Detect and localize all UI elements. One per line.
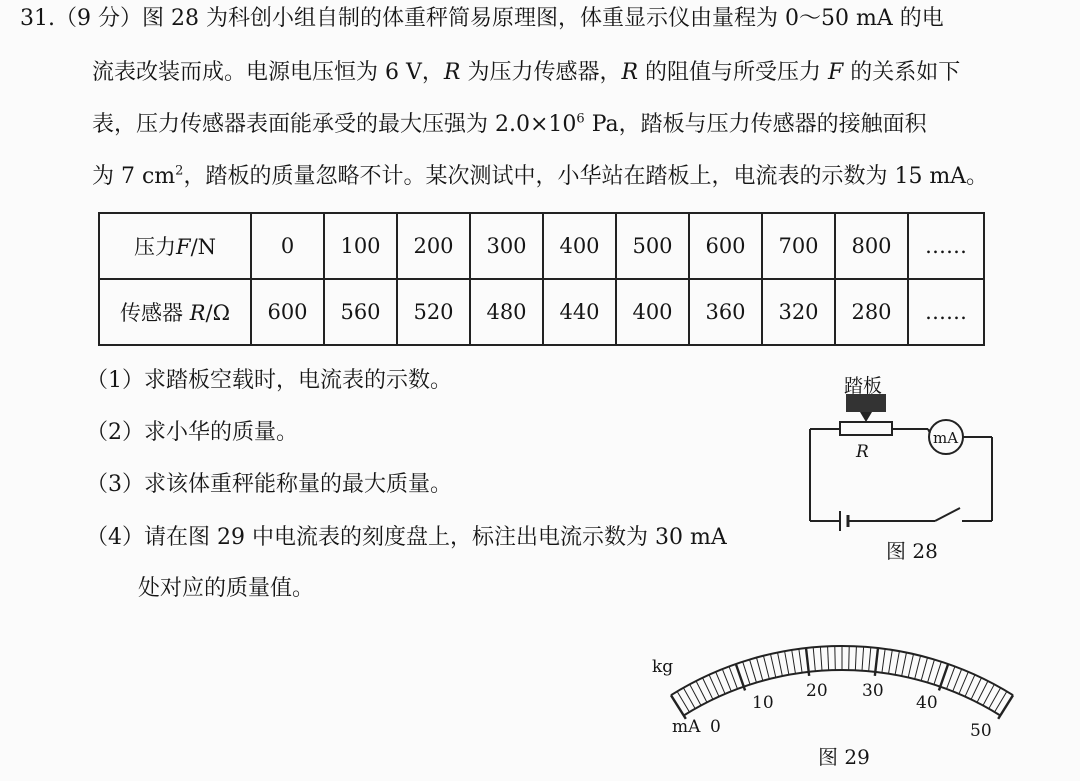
- dial-minor-tick: [820, 647, 822, 671]
- table-cell: 200: [397, 213, 470, 279]
- dial-major-tick: [671, 695, 686, 719]
- var-R: R: [189, 301, 206, 325]
- stem-text: 为压力传感器，: [460, 60, 622, 85]
- question-points: （9 分）: [55, 6, 142, 31]
- dial-minor-tick: [722, 669, 731, 691]
- dial-minor-tick: [928, 660, 935, 683]
- dial-minor-tick: [785, 651, 789, 675]
- switch: [935, 508, 960, 521]
- dial-minor-tick: [828, 646, 829, 670]
- table-cell: ……: [908, 213, 984, 279]
- pedal-press-icon: [860, 412, 872, 422]
- stem-text: 的关系如下: [843, 60, 961, 85]
- subquestion-4-continued: 处对应的质量值。: [138, 576, 315, 601]
- table-cell: 520: [397, 279, 470, 345]
- figure-29-dial: [630, 628, 1050, 778]
- pedal-label: 踏板: [844, 375, 883, 397]
- dial-minor-tick: [953, 669, 962, 691]
- dial-minor-tick: [770, 654, 775, 677]
- dial-minor-tick: [965, 675, 975, 697]
- table-cell: 600: [251, 279, 324, 345]
- stem-text: 的阻值与所受压力: [638, 60, 829, 85]
- figure-28-circuit: [800, 375, 1000, 578]
- table-cell: 400: [543, 213, 616, 279]
- dial-minor-tick: [799, 649, 802, 673]
- var-F: F: [828, 60, 844, 85]
- dial-major-tick: [939, 664, 948, 690]
- var-R: R: [621, 60, 639, 85]
- dial-minor-tick: [813, 647, 815, 671]
- table-row-header-force: [99, 213, 251, 279]
- dial-minor-tick: [921, 658, 927, 681]
- stem-text: ，踏板的质量忽略不计。某次测试中，小华站在踏板上，电流表的示数为 15 mA。: [183, 164, 989, 189]
- dial-minor-tick: [869, 647, 871, 671]
- table-cell: 400: [616, 279, 689, 345]
- exponent: 2: [175, 163, 184, 179]
- subquestion-4: （4）请在图 29 中电流表的刻度盘上，标注出电流示数为 30 mA: [86, 525, 727, 550]
- dial-minor-tick: [763, 656, 769, 679]
- dial-minor-tick: [750, 660, 757, 683]
- dial-minor-tick: [862, 647, 864, 671]
- dial-minor-tick: [934, 662, 941, 685]
- dial-minor-tick: [743, 662, 750, 685]
- dial-minor-tick: [889, 650, 893, 674]
- question-line-3: [92, 111, 927, 137]
- dial-minor-tick: [778, 653, 783, 677]
- dial-minor-tick: [835, 646, 836, 670]
- question-line-4: [92, 163, 989, 189]
- table-row-header-resistance: [99, 279, 251, 345]
- dial-minor-tick: [849, 646, 850, 670]
- header-unit: /Ω: [205, 301, 230, 325]
- header-text: 传感器: [120, 301, 190, 325]
- question-line-1: [20, 8, 944, 30]
- stem-text: 为 7 cm: [92, 164, 176, 189]
- dial-minor-tick: [792, 650, 796, 674]
- table-cell: 440: [543, 279, 616, 345]
- ma-label: mA: [672, 717, 701, 737]
- scale-label-10: 10: [752, 693, 774, 713]
- resistor-R: [840, 422, 892, 435]
- ammeter-label: mA: [933, 429, 959, 447]
- table-cell: ……: [908, 279, 984, 345]
- scale-label-0: 0: [710, 717, 721, 737]
- dial-minor-tick: [855, 646, 856, 670]
- kg-label: kg: [652, 657, 674, 677]
- dial-scale: [671, 646, 1013, 719]
- table-cell: 500: [616, 213, 689, 279]
- scale-label-50: 50: [970, 721, 992, 741]
- table-cell: 280: [835, 279, 908, 345]
- exponent: 6: [576, 111, 585, 127]
- subquestion-2: （2）求小华的质量。: [86, 420, 298, 445]
- dial-minor-tick: [947, 666, 955, 688]
- dial-arc: [684, 670, 1001, 716]
- table-cell: 480: [470, 279, 543, 345]
- dial-minor-tick: [895, 651, 899, 675]
- question-number: 31.: [20, 6, 55, 31]
- stem-text: Pa，踏板与压力传感器的接触面积: [584, 112, 927, 137]
- dial-minor-tick: [729, 666, 737, 688]
- table-row: [99, 213, 984, 279]
- table-row: [99, 279, 984, 345]
- dial-minor-tick: [915, 656, 921, 679]
- var-R: R: [443, 60, 461, 85]
- dial-minor-tick: [959, 672, 968, 694]
- figure-28-caption: 图 28: [886, 539, 938, 563]
- table-cell: 300: [470, 213, 543, 279]
- resistor-label: R: [856, 442, 869, 462]
- dial-minor-tick: [908, 654, 913, 677]
- scale-label-30: 30: [862, 681, 884, 701]
- dial-minor-tick: [716, 672, 725, 694]
- force-resistance-table: [98, 212, 985, 346]
- dial-major-tick: [998, 695, 1013, 719]
- table-cell: 600: [689, 213, 762, 279]
- subquestion-1: （1）求踏板空载时，电流表的示数。: [86, 368, 452, 393]
- subquestion-3: （3）求该体重秤能称量的最大质量。: [86, 472, 452, 497]
- table-cell: 360: [689, 279, 762, 345]
- table-cell: 100: [324, 213, 397, 279]
- dial-minor-tick: [756, 658, 762, 681]
- table-cell: 800: [835, 213, 908, 279]
- dial-major-tick: [736, 664, 745, 690]
- header-text: 压力: [133, 235, 176, 259]
- table-cell: 0: [251, 213, 324, 279]
- stem-text: 流表改装而成。电源电压恒为 6 V，: [92, 60, 444, 85]
- table-cell: 320: [762, 279, 835, 345]
- header-unit: /N: [190, 235, 217, 259]
- scale-label-40: 40: [916, 693, 938, 713]
- stem-text: 表，压力传感器表面能承受的最大压强为 2.0×10: [92, 112, 577, 137]
- var-F: F: [175, 235, 191, 259]
- question-line-2: [92, 62, 960, 84]
- scale-label-20: 20: [806, 681, 828, 701]
- figure-29-caption: 图 29: [818, 745, 870, 769]
- table-cell: 560: [324, 279, 397, 345]
- stem-text: 图 28 为科创小组自制的体重秤简易原理图，体重显示仪由量程为 0～50 mA 的电: [142, 6, 944, 31]
- dial-minor-tick: [709, 675, 719, 697]
- dial-minor-tick: [902, 653, 907, 677]
- table-cell: 700: [762, 213, 835, 279]
- dial-minor-tick: [882, 649, 885, 673]
